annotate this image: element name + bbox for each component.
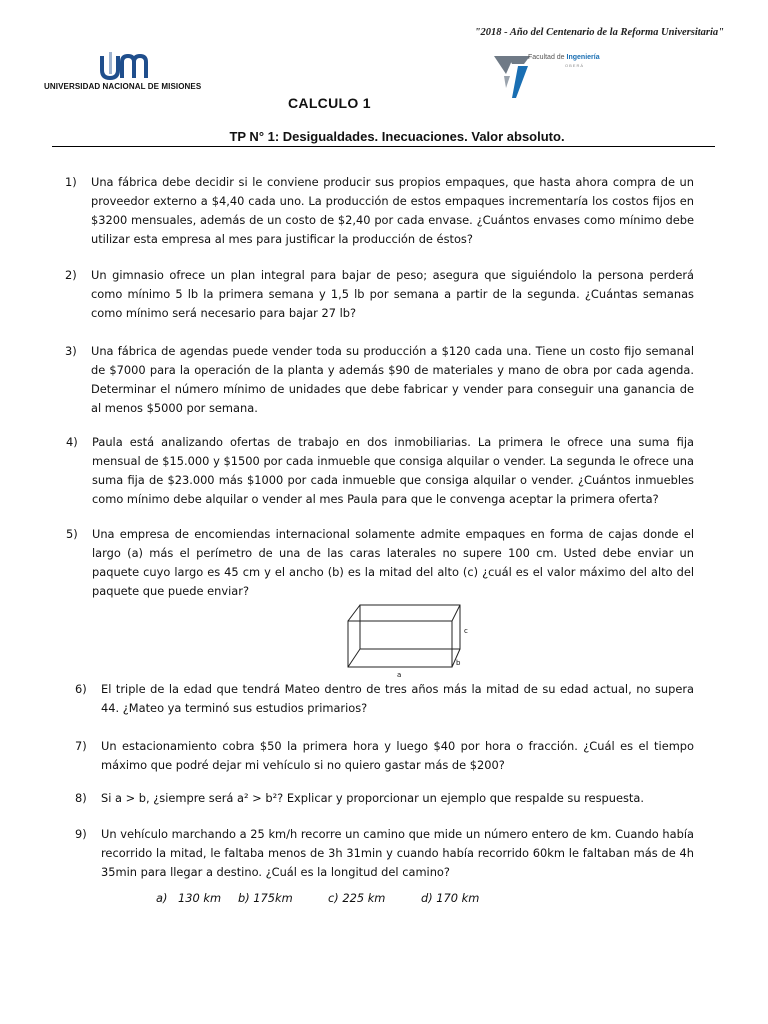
problem-8 — [75, 789, 694, 808]
problem-text: Si a > b, ¿siempre será a² > b²? Explicar y proporcionar un ejemplo que respalde su respuesta. — [101, 791, 645, 805]
problem-7 — [75, 737, 694, 775]
problem-text: Una fábrica de agendas puede vender toda su producción a $120 cada una. Tiene un costo fijo semanal de $7000 para la operación de la planta y además $90 de materiales y mano de obra por cada agenda. Determinar el número mínimo de unidades que debe fabricar y vender para conseguir una ganancia de al menos $5000 por semana. — [91, 344, 694, 415]
faculty-name — [528, 54, 600, 61]
problem-number: 9) — [75, 827, 87, 841]
option-c: c) 225 km — [328, 891, 386, 905]
box-label-b: b — [456, 659, 461, 667]
problem-text: Un estacionamiento cobra $50 la primera hora y luego $40 por hora o fracción. ¿Cuál es el tiempo máximo que podré dejar mi vehículo si no quiero gastar más de $200? — [101, 739, 694, 772]
problem-3 — [65, 342, 694, 418]
faculty-logo-icon — [494, 54, 532, 100]
problem-5 — [66, 525, 694, 601]
problem-number: 7) — [75, 739, 87, 753]
problem-text: Un vehículo marchando a 25 km/h recorre un camino que mide un número entero de km. Cuando había recorrido la mitad, le faltaba menos de 3h 31min y cuando había recorrido 60km le faltaban más de 4h 35min para llegar a destino. ¿Cuál es la longitud del camino? — [101, 827, 694, 879]
page-subtitle: TP N° 1: Desigualdades. Inecuaciones. Valor absoluto. — [229, 129, 565, 144]
problem-1 — [65, 173, 694, 249]
problem-text: Un gimnasio ofrece un plan integral para bajar de peso; asegura que siguiéndolo la persona perderá como mínimo 5 lb la primera semana y 1,5 lb por semana a partir de la segunda. ¿Cuántas semanas como mínimo será necesario para bajar 27 lb? — [91, 268, 694, 320]
problem-number: 6) — [75, 682, 87, 696]
option-d: d) 170 km — [421, 891, 480, 905]
box-label-a: a — [397, 671, 402, 679]
problem-text: Una fábrica debe decidir si le conviene producir sus propios empaques, que hasta ahora compra de un proveedor externo a $4,40 cada uno. La producción de estos empaques incrementaría los costos fijos en $3200 mensuales, además de un costo de $2,40 por cada envase. ¿Cuántos envases como mínimo debe utilizar esta empresa al mes para justificar la producción de éstos? — [91, 175, 694, 246]
problem-text: El triple de la edad que tendrá Mateo dentro de tres años más la mitad de su edad actual, no supera 44. ¿Mateo ya terminó sus estudios primarios? — [101, 682, 694, 715]
problem-number: 1) — [65, 175, 77, 189]
problem-number: 4) — [66, 435, 78, 449]
header-motto: "2018 - Año del Centenario de la Reforma Universitaria" — [474, 27, 724, 38]
box-label-c: c — [464, 627, 468, 635]
unam-logo-icon — [100, 52, 152, 80]
box-diagram — [340, 603, 480, 679]
problem-number: 2) — [65, 268, 77, 282]
problem-2 — [65, 266, 694, 323]
faculty-prefix: Facultad de — [528, 54, 565, 61]
faculty-subtitle: OBERÁ — [565, 63, 585, 68]
box-front-face — [348, 621, 452, 667]
problem-number: 3) — [65, 344, 77, 358]
box-back-face — [360, 605, 460, 649]
problem-number: 8) — [75, 791, 87, 805]
problem-number: 5) — [66, 527, 78, 541]
problem-6 — [75, 680, 694, 718]
problem-text: Paula está analizando ofertas de trabajo en dos inmobiliarias. La primera le ofrece una suma fija mensual de $15.000 y $1500 por cada inmueble que consiga alquilar o vender. La segunda le ofrece una suma fija de $23.000 más $1000 por cada inmueble que consiga alquilar o vender. ¿Cuántos inmuebles como mínimo debe alquilar o vender al mes Paula para que le convenga aceptar la primera oferta? — [92, 435, 694, 506]
title-divider — [52, 146, 715, 147]
page-title: CALCULO 1 — [288, 95, 371, 111]
problem-9 — [75, 825, 694, 882]
problem-text: Una empresa de encomiendas internacional solamente admite empaques en forma de cajas donde el largo (a) más el perímetro de una de las caras laterales no supere 100 cm. Usted debe enviar un paquete cuyo largo es 45 cm y el ancho (b) es la mitad del alto (c) ¿cuál es el valor máximo del alto del paquete que puede enviar? — [92, 527, 694, 598]
option-a-letter: a) — [156, 891, 168, 905]
university-name: UNIVERSIDAD NACIONAL DE MISIONES — [44, 82, 202, 91]
problem-4 — [66, 433, 694, 509]
option-a-value: 130 km — [178, 891, 222, 905]
option-b: b) 175km — [238, 891, 293, 905]
faculty-title: Ingeniería — [566, 54, 600, 61]
